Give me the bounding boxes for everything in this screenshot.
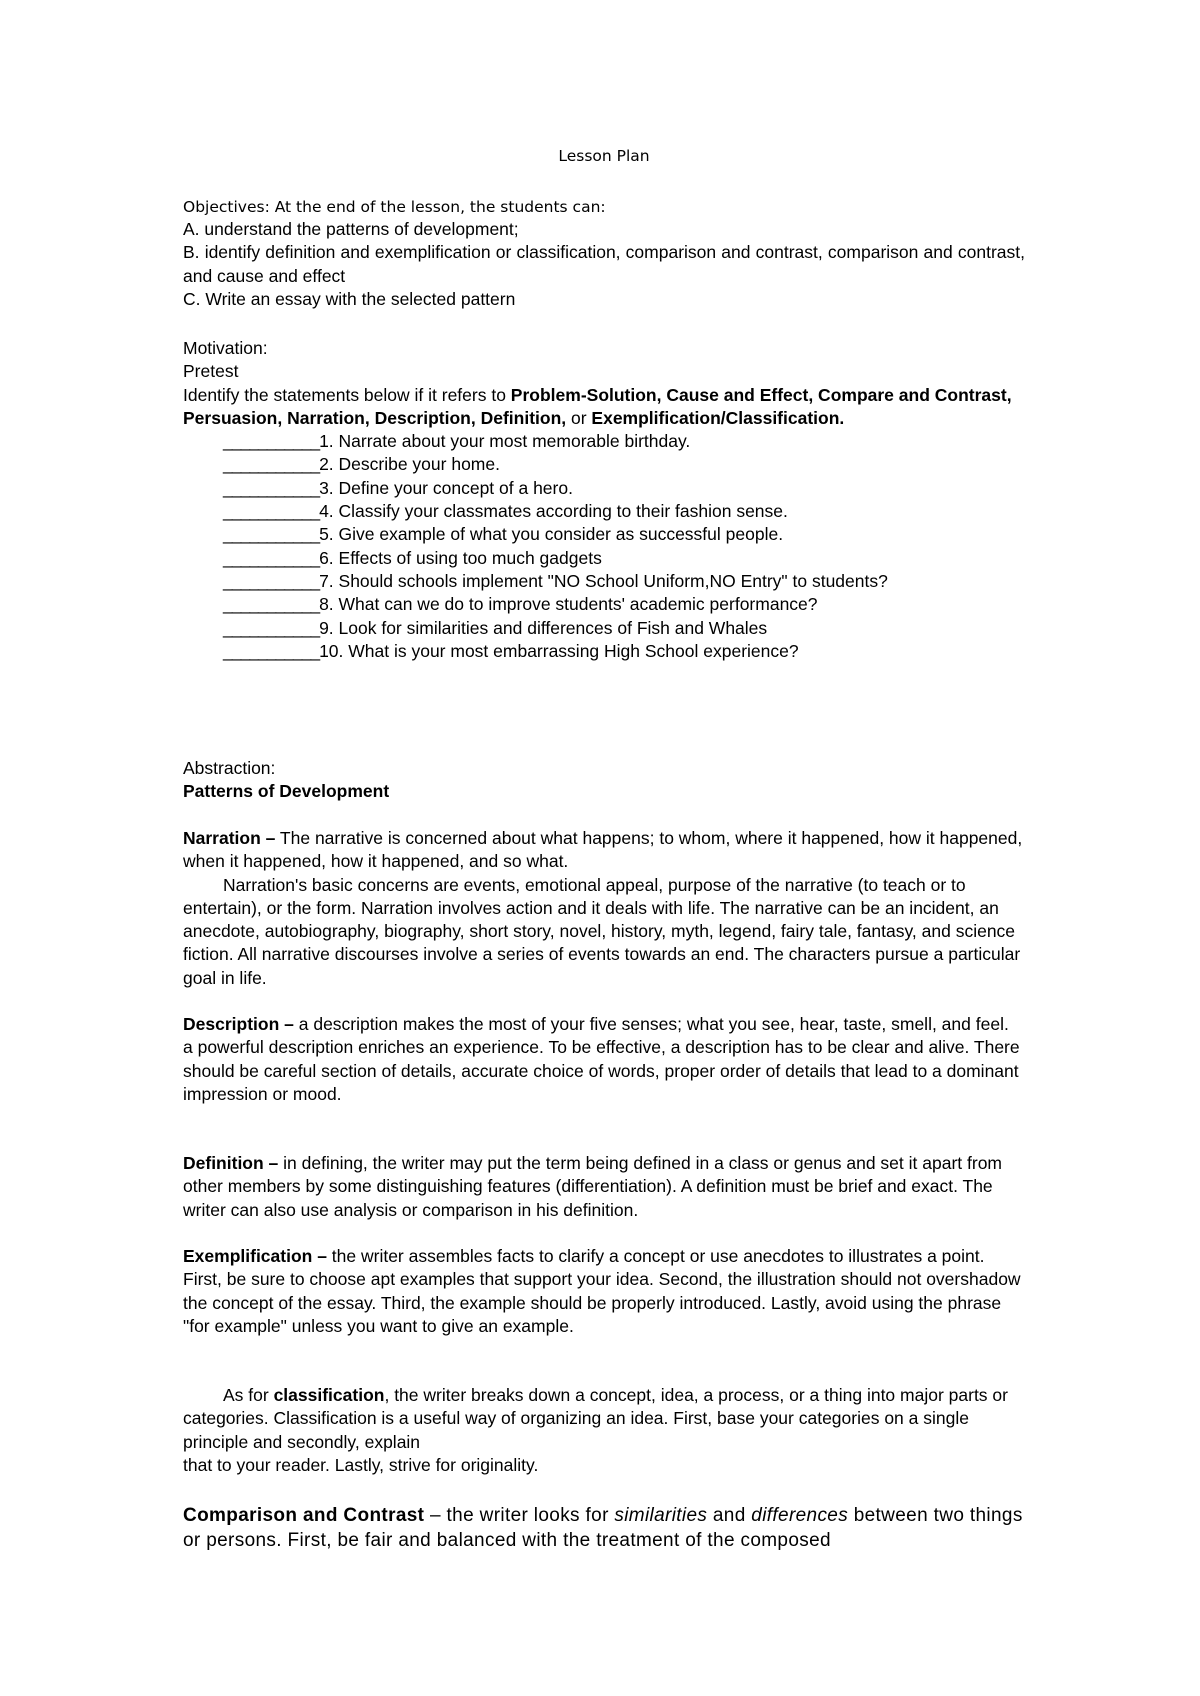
narration-definition: Narration – The narrative is concerned about what happens; to whom, where it happened, how it happened, when it happened, how it happened, and so what. [183,828,1023,872]
definition-paragraph: Definition – in defining, the writer may put the term being defined in a class or genus and set it apart from other members by some distinguishing features (differentiation). A definition must be brief and exact. The writer can also use analysis or comparison in his definition. [183,1153,1003,1220]
comparison-section [183,1503,1025,1553]
motivation-section [183,337,1025,663]
narration-paragraph: Narration's basic concerns are events, emotional appeal, purpose of the narrative (to teach or to entertain), or the form. Narration involves action and it deals with life. The narrative can be an incident, an anecdote, autobiography, biography, short story, novel, history, myth, legend, fairy tale, fantasy, and science fiction. All narrative discourses involve a series of events towards an end. The characters pursue a particular goal in life. [183,874,1021,988]
pretest-instructions: Identify the statements below if it refers to Problem-Solution, Cause and Effect, Compare and Contrast, Persuasion, Narration, Description, Definition, or Exemplification/Classification. [183,384,1012,428]
comparison-paragraph: Comparison and Contrast – the writer looks for similarities and differences between two things or persons. First, be fair and balanced with the treatment of the composed [183,1505,1023,1551]
answer-blank: ___________ [223,547,320,568]
objective-c: C. Write an essay with the selected pattern [183,288,516,309]
answer-blank: ___________ [223,570,320,591]
patterns-heading: Patterns of Development [183,781,390,802]
classification-paragraph: As for classification, the writer breaks down a concept, idea, a process, or a thing into major parts or categories. Classification is a useful way of organizing an idea. First, base your categories on a single principle and secondly, explain [183,1385,1008,1452]
page-title: Lesson Plan [558,147,650,165]
pretest-item: ___________9. Look for similarities and differences of Fish and Whales [223,617,768,638]
pretest-item: ___________6. Effects of using too much gadgets [223,547,602,568]
definition-section [183,1152,1025,1222]
pretest-item: ___________1. Narrate about your most memorable birthday. [223,431,691,452]
exemplification-paragraph: Exemplification – the writer assembles facts to clarify a concept or use anecdotes to illustrates a point. First, be sure to choose apt examples that support your idea. Second, the illustration should not overshadow the concept of the essay. Third, the example should be properly introduced. Lastly, avoid using the phrase "for example" unless you want to give an example. [183,1246,1021,1336]
objectives-heading: Objectives: At the end of the lesson, the students can: [183,198,606,216]
answer-blank: ___________ [223,431,320,452]
classification-section [183,1384,1025,1477]
description-definition: Description – a description makes the most of your five senses; what you see, hear, taste, smell, and feel. [183,1014,1009,1034]
narration-section [183,827,1025,990]
pretest-item: ___________10. What is your most embarrassing High School experience? [223,640,799,661]
pretest-item: ___________5. Give example of what you consider as successful people. [223,524,784,545]
pretest-item: ___________8. What can we do to improve students' academic performance? [223,594,818,615]
pretest-item: ___________3. Define your concept of a hero. [223,477,573,498]
description-paragraph: a powerful description enriches an experience. To be effective, a description has to be clear and alive. There should be careful section of details, accurate choice of words, proper order of details that lead to a dominant impression or mood. [183,1037,1020,1104]
answer-blank: ___________ [223,524,320,545]
answer-blank: ___________ [223,477,320,498]
objectives-section [183,196,1025,311]
pretest-item: ___________7. Should schools implement "NO School Uniform,NO Entry" to students? [223,570,888,591]
answer-blank: ___________ [223,594,320,615]
objective-b: B. identify definition and exemplification or classification, comparison and contrast, comparison and contrast, and cause and effect [183,242,1025,286]
classification-line: that to your reader. Lastly, strive for originality. [183,1454,539,1475]
pretest-item: ___________4. Classify your classmates according to their fashion sense. [223,501,788,522]
objective-a: A. understand the patterns of development; [183,219,519,239]
abstraction-label: Abstraction: [183,758,276,778]
description-section [183,1013,1025,1106]
pretest-item: ___________2. Describe your home. [223,454,500,475]
answer-blank: ___________ [223,454,320,475]
answer-blank: ___________ [223,640,320,661]
answer-blank: ___________ [223,617,320,638]
exemplification-section [183,1245,1025,1338]
answer-blank: ___________ [223,501,320,522]
pretest-label: Pretest [183,361,239,382]
abstraction-section [183,757,1025,804]
pretest-list [183,430,1025,663]
motivation-label: Motivation: [183,338,268,358]
